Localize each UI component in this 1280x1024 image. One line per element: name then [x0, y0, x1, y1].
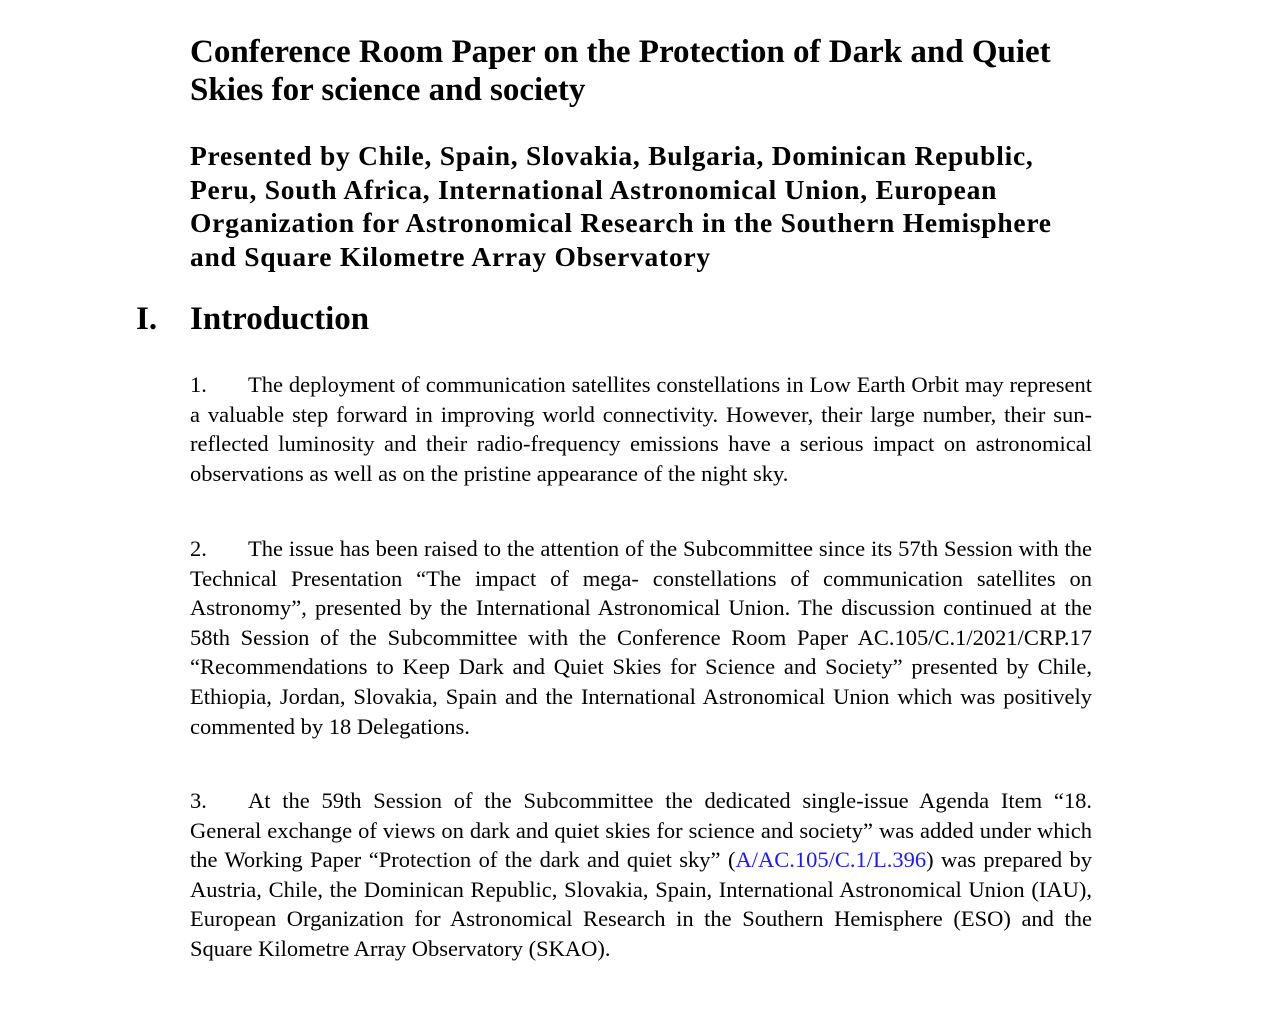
paragraph-2	[190, 534, 1092, 741]
paragraph-text: The issue has been raised to the attention of the Subcommittee since its 57th Session with the Technical Presentation “The impact of mega- constellations of communication satellites on Astronomy”, presented by the International Astronomical Union. The discussion continued at the 58th Session of the Subcommittee with the Conference Room Paper AC.105/C.1/2021/CRP.17 “Recommendations to Keep Dark and Quiet Skies for Science and Society” presented by Chile, Ethiopia, Jordan, Slovakia, Spain and the International Astronomical Union which was positively commented by 18 Delegations.	[190, 536, 1092, 739]
paragraph-number: 2.	[190, 536, 207, 561]
section-title: Introduction	[190, 301, 370, 337]
paragraph-number: 1.	[190, 372, 207, 397]
presenters-line: Presented by Chile, Spain, Slovakia, Bulgaria, Dominican Republic, Peru, South Africa, International Astronomical Union, European Organization for Astronomical Research in the Southern Hemisphere and Square Kilometre Array Observatory	[190, 140, 1052, 272]
document-reference-link[interactable]: A/AC.105/C.1/L.396	[735, 847, 927, 873]
paragraph-text-after-link: ) was prepared by Austria, Chile, the Dominican Republic, Slovakia, Spain, International Astronomical Union (IAU), European Organization for Astronomical Research in the Southern Hemisphere (ESO) and the Square Kilometre Array Observatory (SKAO).	[190, 847, 1092, 961]
document-title: Conference Room Paper on the Protection of Dark and Quiet Skies for science and society	[190, 34, 1051, 108]
paragraph-3	[190, 786, 1092, 964]
paragraph-text: The deployment of communication satellites constellations in Low Earth Orbit may represent a valuable step forward in improving world connectivity. However, their large number, their sun-reflected luminosity and their radio-frequency emissions have a serious impact on astronomical observations as well as on the pristine appearance of the night sky.	[190, 372, 1092, 486]
paragraph-text-before-link: At the 59th Session of the Subcommittee the dedicated single-issue Agenda Item “18. General exchange of views on dark and quiet skies for science and society” was added under which the Working Paper “Protection of the dark and quiet sky” (	[190, 788, 1092, 873]
paragraph-number: 3.	[190, 788, 207, 813]
paragraph-1	[190, 370, 1092, 488]
section-number: I.	[136, 301, 158, 337]
